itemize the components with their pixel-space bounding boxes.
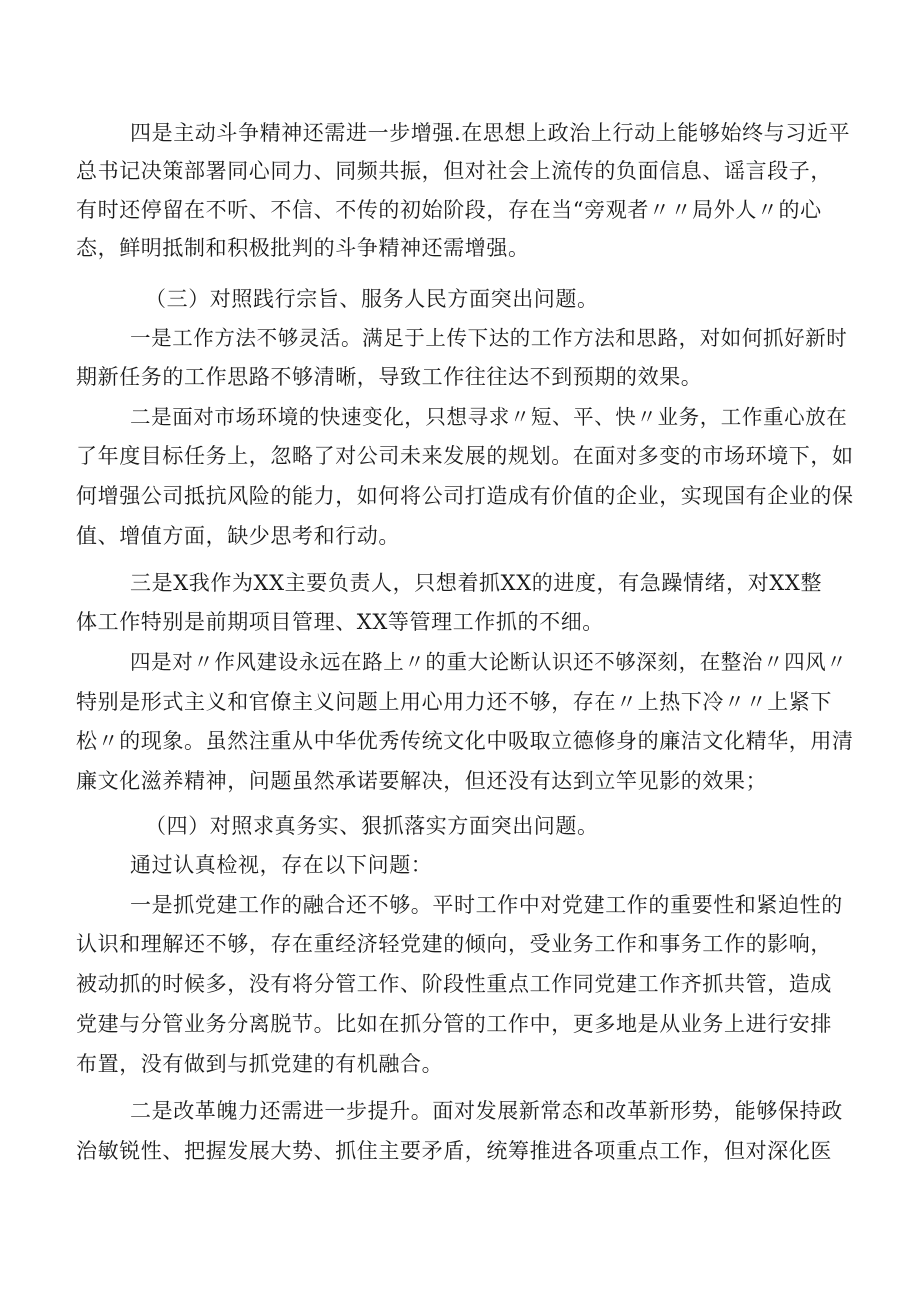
text-line: 态，鲜明抵制和积极批判的斗争精神还需增强。 bbox=[76, 236, 530, 260]
text-line: 体工作特别是前期项目管理、XX等管理工作抓的不细。 bbox=[76, 610, 604, 634]
text-line: 何增强公司抵抗风险的能力，如何将公司打造成有价值的企业，实现国有企业的保 bbox=[76, 484, 854, 508]
text-line: 二是改革魄力还需进一步提升。面对发展新常态和改革新形势，能够保持政 bbox=[130, 1099, 843, 1123]
text-line: 党建与分管业务分离脱节。比如在抓分管的工作中，更多地是从业务上进行安排 bbox=[76, 1012, 832, 1036]
text-line: 被动抓的时候多，没有将分管工作、阶段性重点工作同党建工作齐抓共管，造成 bbox=[76, 972, 832, 996]
text-line: 一是抓党建工作的融合还不够。平时工作中对党建工作的重要性和紧迫性的 bbox=[130, 893, 843, 917]
text-line: 有时还停留在不听、不信、不传的初始阶段，存在当“旁观者〃〃局外人〃的心 bbox=[76, 198, 822, 222]
text-line: 认识和理解还不够，存在重经济轻党建的倾向，受业务工作和事务工作的影响， bbox=[76, 932, 832, 956]
text-line: 期新任务的工作思路不够清晰，导致工作往往达不到预期的效果。 bbox=[76, 365, 703, 389]
section-heading: （三）对照践行宗旨、服务人民方面突出问题。 bbox=[145, 287, 599, 311]
text-line: 三是X我作为XX主要负责人，只想着抓XX的进度，有急躁情绪，对XX整 bbox=[130, 571, 823, 595]
text-line: 了年度目标任务上，忽略了对公司未来发展的规划。在面对多变的市场环境下，如 bbox=[76, 444, 854, 468]
text-line: 廉文化滋养精神，问题虽然承诺要解决，但还没有达到立竿见影的效果； bbox=[76, 769, 768, 793]
section-heading: （四）对照求真务实、狠抓落实方面突出问题。 bbox=[145, 814, 599, 838]
text-line: 值、增值方面，缺少思考和行动。 bbox=[76, 524, 400, 548]
text-line: 四是主动斗争精神还需进一步增强.在思想上政治上行动上能够始终与习近平 bbox=[130, 121, 851, 145]
text-line: 通过认真检视，存在以下问题： bbox=[130, 853, 433, 877]
text-line: 治敏锐性、把握发展大势、抓住主要矛盾，统筹推进各项重点工作，但对深化医 bbox=[76, 1139, 832, 1163]
text-line: 布置，没有做到与抓党建的有机融合。 bbox=[76, 1052, 444, 1076]
text-line: 一是工作方法不够灵活。满足于上传下达的工作方法和思路，对如何抓好新时 bbox=[130, 326, 848, 350]
text-line: 四是对〃作风建设永远在路上〃的重大论断认识还不够深刻，在整治〃四风〃 bbox=[130, 650, 848, 674]
text-line: 总书记决策部署同心同力、同频共振，但对社会上流传的负面信息、谣言段子， bbox=[76, 159, 832, 183]
text-line: 二是面对市场环境的快速变化，只想寻求〃短、平、快〃业务，工作重心放在 bbox=[130, 405, 848, 429]
text-line: 松〃的现象。虽然注重从中华优秀传统文化中吸取立德修身的廉洁文化精华，用清 bbox=[76, 729, 854, 753]
text-line: 特别是形式主义和官僚主义问题上用心用力还不够，存在〃上热下冷〃〃上紧下 bbox=[76, 690, 832, 714]
